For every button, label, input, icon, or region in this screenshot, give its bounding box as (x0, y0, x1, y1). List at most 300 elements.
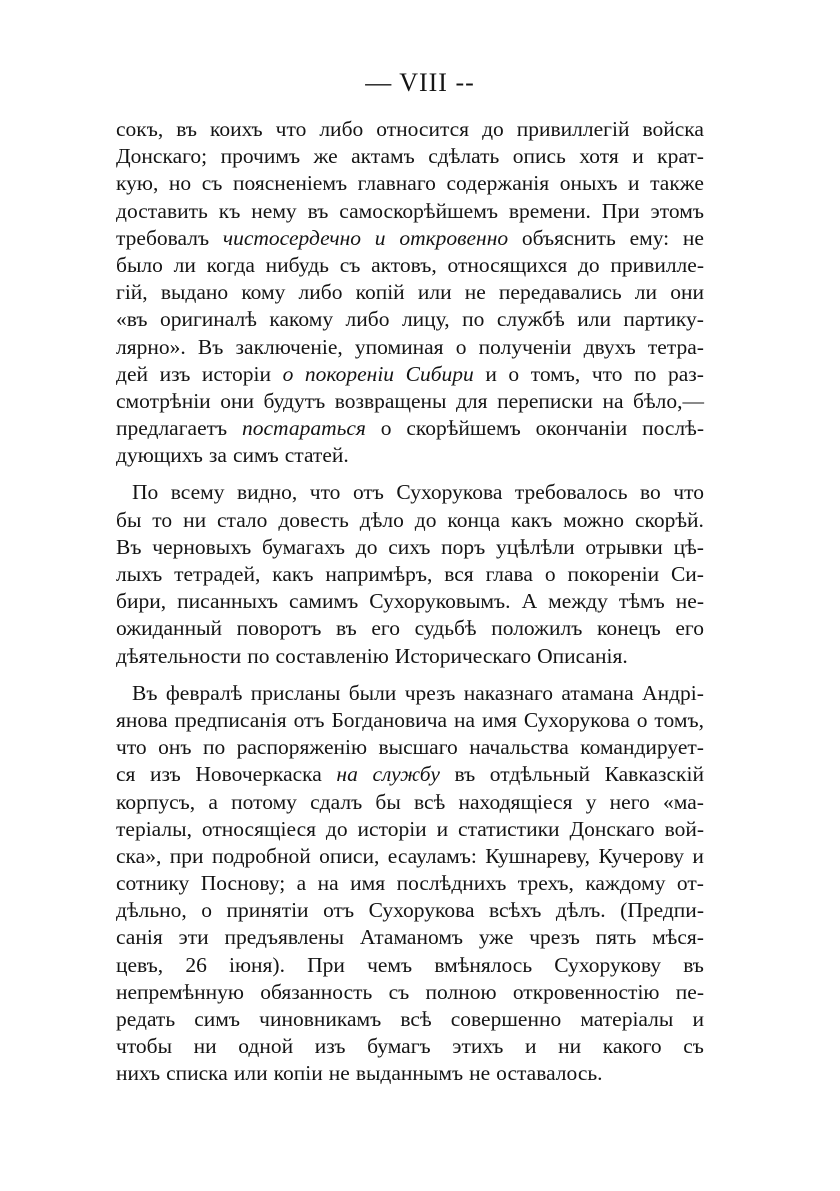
word: чрезъ (404, 680, 456, 705)
word: корпусъ, (116, 789, 196, 814)
word: статистики (458, 816, 560, 841)
word: Донскаго; (116, 144, 208, 169)
word: всѣхъ (489, 898, 542, 923)
word: не (328, 1061, 350, 1086)
word: видно, (237, 480, 298, 505)
text-line (116, 843, 704, 870)
word: дующихъ (116, 443, 203, 468)
word: ему: (629, 225, 670, 250)
word: будутъ (263, 388, 326, 413)
word: въ (683, 952, 704, 977)
text-line (116, 680, 704, 707)
word: полученіи (478, 334, 572, 359)
word: войска (642, 117, 704, 141)
text-line (116, 170, 704, 197)
word: всему (170, 480, 225, 505)
text-line (116, 361, 704, 388)
word: по (247, 643, 270, 668)
word: изъ (159, 361, 191, 386)
word: этихъ (452, 1034, 504, 1059)
word: лыхъ (116, 562, 163, 586)
word: симъ (232, 443, 279, 468)
word: Новочеркаска (195, 762, 322, 787)
word: либо (319, 117, 364, 141)
word: также (650, 171, 704, 196)
word: а (208, 789, 218, 814)
word: санія (116, 925, 163, 950)
word: нибудь (265, 252, 329, 277)
word: копіи (273, 1061, 323, 1086)
word: относящіеся (201, 816, 316, 841)
word: оныхъ (559, 171, 618, 196)
word: и (692, 1007, 704, 1031)
word: отъ (323, 898, 355, 923)
word: не (464, 280, 486, 305)
word: до (577, 252, 600, 277)
word: на (453, 707, 476, 732)
word: ни (558, 1034, 582, 1059)
word: коихъ (209, 117, 263, 141)
word: есауламъ: (387, 843, 477, 868)
word: прочимъ (220, 144, 301, 169)
word: въ (454, 762, 476, 787)
word: Въ (132, 680, 158, 705)
word: о (636, 707, 648, 732)
word: какого (602, 1034, 662, 1059)
word: іюня). (228, 952, 285, 977)
word: и (692, 843, 704, 868)
word: Описанія. (537, 643, 628, 668)
word: командирует- (580, 735, 704, 760)
word: кую, (116, 171, 159, 196)
word: уже (478, 925, 514, 950)
word: выданнымъ (355, 1061, 464, 1086)
word: лицу, (401, 307, 450, 332)
word: раз- (667, 361, 704, 386)
word: главнаго (357, 171, 436, 196)
word: послѣ- (642, 416, 704, 441)
word: конецъ (596, 616, 661, 641)
word: стало (217, 507, 268, 532)
word: у (585, 789, 597, 814)
word: въ (176, 117, 197, 141)
word: вой- (664, 816, 704, 841)
word: привиллегій (516, 117, 630, 141)
word: ска», (116, 843, 162, 868)
word: глава (485, 562, 533, 586)
word: покореніи (567, 562, 660, 586)
word: но (168, 171, 192, 196)
word: копій (355, 280, 405, 305)
word: до (355, 534, 378, 559)
word: предлагаетъ (116, 416, 228, 441)
word: Богдановича (331, 707, 448, 732)
word: что (591, 361, 623, 386)
text-line (116, 252, 704, 279)
word: нему (251, 198, 297, 223)
word: февралѣ (165, 680, 243, 705)
word: изъ (314, 1034, 346, 1059)
text-line (116, 415, 704, 442)
word: покореніи (304, 361, 395, 386)
word: за (208, 443, 227, 468)
word: или (417, 280, 452, 305)
word: какому (269, 307, 334, 332)
word: къ (218, 198, 241, 223)
text-line (116, 761, 704, 788)
word: черновыхъ (152, 534, 252, 559)
word: Поснову; (200, 871, 286, 896)
word: А (521, 589, 538, 614)
word: поръ (441, 534, 486, 559)
word: матеріалы (580, 1007, 674, 1031)
word: распоряженію (236, 735, 368, 760)
word: опись (512, 144, 566, 169)
word: составленію (275, 643, 389, 668)
paragraph (116, 116, 704, 469)
word: выдано (160, 280, 229, 305)
word: ожиданный (116, 616, 223, 641)
word: и (374, 225, 386, 250)
word: Сухорукову (554, 952, 662, 977)
word: чрезъ (529, 925, 580, 950)
word: ни (193, 1034, 217, 1059)
word: что (116, 735, 147, 760)
text-line (116, 789, 704, 816)
word: положилъ (491, 616, 583, 641)
word: они (670, 280, 704, 305)
word: на (602, 388, 624, 413)
word: скорѣй. (634, 507, 704, 532)
word: относящихся (447, 252, 568, 277)
word: чистосердечно (222, 225, 362, 250)
word: находящіеся (458, 789, 573, 814)
word: доставить (116, 198, 208, 223)
text-line (116, 1033, 704, 1060)
word: атамана (561, 680, 634, 705)
word: актовъ, (371, 252, 437, 277)
word: бы (375, 789, 401, 814)
word: окончаніи (535, 416, 628, 441)
word: о (201, 898, 213, 923)
word: При (307, 952, 345, 977)
word: же (313, 144, 338, 169)
word: При (601, 198, 640, 223)
word: (Предпи- (620, 898, 704, 923)
word: довесть (278, 507, 349, 532)
text-line (116, 588, 704, 615)
word: передавались (498, 280, 622, 305)
word: не (469, 1061, 491, 1086)
word: томъ, (530, 361, 581, 386)
word: до (325, 816, 348, 841)
word: Кучерову (598, 843, 684, 868)
word: содержанія (446, 171, 550, 196)
word: симъ (194, 1007, 241, 1031)
word: бумагахъ (262, 534, 346, 559)
text-line (116, 643, 704, 670)
word: ли (634, 280, 658, 305)
text-line (116, 442, 704, 469)
word: по (462, 307, 485, 332)
word: обязанность (260, 979, 373, 1004)
word: ли (173, 252, 196, 277)
word: до (414, 507, 437, 532)
word: что (673, 480, 704, 505)
word: упоминая (354, 334, 444, 359)
word: о (380, 416, 392, 441)
word: до (482, 117, 504, 141)
page-number: — VIII -- (365, 68, 475, 97)
word: когда (206, 252, 255, 277)
word: относится (376, 117, 470, 141)
word: подробной (211, 843, 311, 868)
word: и (628, 171, 640, 196)
text-line (116, 979, 704, 1006)
word: при (169, 843, 204, 868)
word: отъ (352, 480, 384, 505)
word: изъ (150, 762, 181, 787)
word: они (220, 388, 254, 413)
word: потому (231, 789, 297, 814)
word: на (336, 762, 358, 787)
word: янова (116, 707, 168, 732)
word: для (455, 388, 488, 413)
word: смотрѣніи (116, 388, 211, 413)
word: от- (676, 871, 704, 896)
word: сдѣлать (428, 144, 500, 169)
word: 26 (185, 952, 207, 977)
word: сдалъ (310, 789, 363, 814)
text-line (116, 816, 704, 843)
word: дѣлъ. (555, 898, 606, 923)
word: о (455, 334, 467, 359)
word: писанныхъ (177, 589, 278, 614)
word: и (485, 361, 497, 386)
word: Си- (670, 562, 704, 586)
word: оригиналѣ (159, 307, 257, 332)
word: то (152, 507, 173, 532)
word: что (309, 480, 341, 505)
word: требовалось (514, 480, 628, 505)
text-line (116, 561, 704, 588)
word: отрывки (585, 534, 663, 559)
word: конца (447, 507, 501, 532)
word: тетрадей, (174, 562, 261, 586)
word: по (202, 735, 226, 760)
word: постараться (241, 416, 366, 441)
word: чиновникамъ (259, 1007, 382, 1031)
word: пе- (675, 979, 704, 1004)
word: скорѣйшемъ (406, 416, 521, 441)
word: всѣ (400, 1007, 432, 1031)
text-line (116, 1060, 704, 1087)
word: принятіи (226, 898, 309, 923)
word: этомъ (650, 198, 704, 223)
word: ни (183, 507, 207, 532)
paragraph (116, 680, 704, 1088)
word: описи, (319, 843, 380, 868)
word: отъ (293, 707, 325, 732)
word: Атаманомъ (359, 925, 464, 950)
word: Историческаго (394, 643, 532, 668)
word: и (436, 816, 449, 841)
word: сокъ, (116, 117, 164, 141)
text-line (116, 707, 704, 734)
word: оставалось. (496, 1061, 603, 1086)
word: его (371, 616, 400, 641)
word: статей. (284, 443, 349, 468)
word: откровенно (399, 225, 509, 250)
word: тетра- (647, 334, 704, 359)
word: «въ (116, 307, 148, 332)
body-text (116, 116, 704, 1088)
word: кому (241, 280, 286, 305)
word: а (296, 871, 307, 896)
word: и (525, 1034, 537, 1059)
word: бумагъ (367, 1034, 431, 1059)
word: двухъ (583, 334, 636, 359)
word: требовалъ (116, 225, 210, 250)
word: пять (595, 925, 637, 950)
word: Сухорукова (396, 480, 503, 505)
text-line (116, 507, 704, 534)
word: переписки (497, 388, 593, 413)
word: уцѣлѣли (496, 534, 575, 559)
text-line (116, 225, 704, 252)
word: одной (238, 1034, 294, 1059)
text-line (116, 897, 704, 924)
word: съ (388, 979, 410, 1004)
word: его (675, 616, 704, 641)
word: Андрі- (642, 680, 704, 705)
word: наказнаго (463, 680, 554, 705)
word: имя (350, 871, 386, 896)
word: партику- (623, 307, 704, 332)
word: исторіи (201, 361, 272, 386)
text-line (116, 479, 704, 506)
word: дѣло (359, 507, 404, 532)
word: поясненіемъ (233, 171, 348, 196)
word: Сухорукова (368, 898, 475, 923)
word: бы (116, 507, 142, 532)
word: тѣмъ (618, 589, 665, 614)
word: трехъ, (517, 871, 574, 896)
word: онъ (158, 735, 192, 760)
word: службу (372, 762, 440, 787)
word: были (348, 680, 397, 705)
word: Въ (197, 334, 224, 359)
word: и (632, 144, 644, 169)
text-line (116, 924, 704, 951)
word: между (548, 589, 608, 614)
word: судьбѣ (414, 616, 477, 641)
word: совершенно (450, 1007, 562, 1031)
word: либо (345, 307, 390, 332)
word: либо (298, 280, 343, 305)
word: По (132, 480, 159, 505)
word: по (634, 361, 657, 386)
word: присланы (250, 680, 341, 705)
word: о (282, 361, 294, 386)
word: чтобы (116, 1034, 173, 1059)
text-line (116, 198, 704, 225)
word: полною (425, 979, 497, 1004)
word: бѣло,— (633, 388, 704, 413)
word: списка (166, 1061, 228, 1086)
word: съ (683, 1034, 704, 1059)
word: Сибири (405, 361, 474, 386)
word: дѣльно, (116, 898, 187, 923)
word: въ (307, 198, 329, 223)
word: вся (444, 562, 474, 586)
word: отдѣльный (489, 762, 590, 787)
word: цѣ- (673, 534, 704, 559)
text-line (116, 334, 704, 361)
word: цевъ, (116, 952, 164, 977)
word: съ (201, 171, 223, 196)
word: какъ (510, 507, 553, 532)
word: не (682, 225, 704, 250)
word: «ма- (662, 789, 704, 814)
word: было (116, 252, 163, 277)
word: объяснить (521, 225, 616, 250)
word: исторіи (357, 816, 427, 841)
word: ся (116, 762, 136, 787)
word: самоскорѣйшемъ (339, 198, 498, 223)
word: дей (116, 361, 148, 386)
word: чемъ (367, 952, 413, 977)
word: вмѣнялось (434, 952, 533, 977)
word: во (640, 480, 661, 505)
text-line (116, 306, 704, 333)
word: хотя (579, 144, 619, 169)
word: нихъ (116, 1061, 161, 1086)
word: лярно». (116, 334, 186, 359)
word: бири, (116, 589, 167, 614)
word: что (275, 117, 307, 141)
text-line (116, 870, 704, 897)
word: сихъ (388, 534, 431, 559)
word: предъявлены (224, 925, 345, 950)
word: редать (116, 1007, 176, 1031)
word: на (317, 871, 339, 896)
word: самимъ (289, 589, 359, 614)
word: или (233, 1061, 268, 1086)
word: теріалы, (116, 816, 192, 841)
word: эти (178, 925, 209, 950)
word: послѣднихъ (396, 871, 507, 896)
word: высшаго (378, 735, 458, 760)
word: всѣ (414, 789, 446, 814)
word: привиллe- (610, 252, 704, 277)
text-line (116, 1006, 704, 1033)
word: времени. (508, 198, 591, 223)
word: напримѣръ, (325, 562, 433, 586)
word: начальства (469, 735, 569, 760)
text-line (116, 952, 704, 979)
word: можно (563, 507, 625, 532)
word: о (544, 562, 556, 586)
word: Кавказскій (604, 762, 704, 787)
text-line (116, 279, 704, 306)
word: заключеніе, (235, 334, 343, 359)
word: имя (481, 707, 517, 732)
text-line (116, 534, 704, 561)
word: или (577, 307, 611, 332)
word: мѣся- (652, 925, 704, 950)
word: Донскаго (569, 816, 655, 841)
